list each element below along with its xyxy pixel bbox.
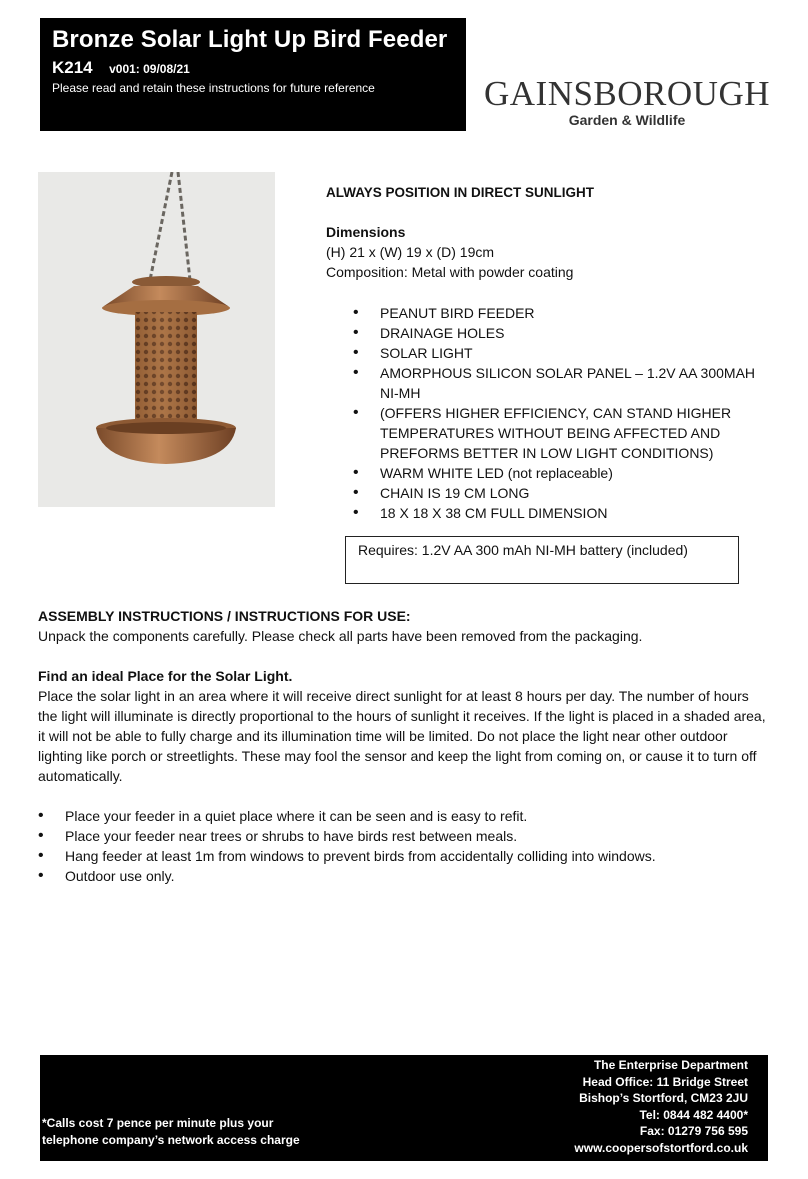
- header-box: [40, 18, 466, 131]
- dimensions-heading: Dimensions: [326, 224, 406, 240]
- dimensions-value: (H) 21 x (W) 19 x (D) 19cm: [326, 244, 495, 260]
- specs-section: [326, 183, 766, 523]
- feature-item: • CHAIN IS 19 CM LONG: [326, 483, 766, 503]
- brand-tagline: Garden & Wildlife: [568, 112, 686, 128]
- feature-item: • (OFFERS HIGHER EFFICIENCY, CAN STAND HIGHER TEMPERATURES WITHOUT BEING AFFECTED AND PREFORMS BETTER IN LOW LIGHT CONDITIONS): [326, 403, 766, 463]
- retain-note: Please read and retain these instructions for future reference: [52, 81, 375, 95]
- feature-item: • AMORPHOUS SILICON SOLAR PANEL – 1.2V AA 300MAH NI-MH: [326, 363, 766, 403]
- placement-heading: Find an ideal Place for the Solar Light.: [38, 668, 293, 684]
- assembly-heading: ASSEMBLY INSTRUCTIONS / INSTRUCTIONS FOR USE:: [38, 608, 411, 624]
- composition: Composition: Metal with powder coating: [326, 264, 574, 280]
- feature-item: • SOLAR LIGHT: [326, 343, 766, 363]
- telephone: Tel: 0844 482 4400*: [639, 1107, 748, 1122]
- department: The Enterprise Department: [593, 1058, 748, 1072]
- feature-list: [326, 303, 766, 523]
- fax: Fax: 01279 756 595: [639, 1124, 748, 1138]
- tip-item: • Place your feeder in a quiet place where it can be seen and is easy to refit.: [38, 806, 768, 826]
- call-cost-line: telephone company’s network access charge: [42, 1133, 300, 1147]
- placement-text: Place the solar light in an area where it will receive direct sunlight for at least 8 hours per day. The number of hours the light will illuminate is directly proportional to the hours of sunlight it receives. If the light is placed in a shaded area, it will not be able to fully charge and its illumination time will be limited. Do not place the light near other outdoor lighting like porch or streetlights. These may fool the sensor and keep the light from coming on, or cause it to turn off automatically.: [38, 688, 766, 784]
- call-cost-line: *Calls cost 7 pence per minute plus your: [42, 1116, 274, 1130]
- tip-item: • Outdoor use only.: [38, 866, 768, 886]
- product-code: K214: [52, 58, 93, 77]
- page-title: Bronze Solar Light Up Bird Feeder: [52, 26, 448, 53]
- sunlight-heading: ALWAYS POSITION IN DIRECT SUNLIGHT: [326, 185, 595, 200]
- call-cost-note: [42, 1115, 300, 1149]
- tip-item: • Place your feeder near trees or shrubs to have birds rest between meals.: [38, 826, 768, 846]
- company-address: [574, 1057, 748, 1156]
- town: Bishop’s Stortford, CM23 2JU: [579, 1091, 748, 1105]
- head-office: Head Office: 11 Bridge Street: [582, 1074, 748, 1089]
- version-label: v001: 09/08/21: [109, 62, 190, 76]
- brand-logo: [482, 76, 772, 128]
- footer: [40, 1055, 768, 1161]
- spacer: [38, 646, 768, 666]
- bird-feeder-illustration: [38, 172, 275, 507]
- website-link[interactable]: www.coopersofstortford.co.uk: [574, 1140, 748, 1155]
- product-photo: [38, 172, 275, 507]
- feature-item: • 18 X 18 X 38 CM FULL DIMENSION: [326, 503, 766, 523]
- feature-item: • WARM WHITE LED (not replaceable): [326, 463, 766, 483]
- code-line: [52, 58, 454, 78]
- feature-item: • PEANUT BIRD FEEDER: [326, 303, 766, 323]
- feature-item: • DRAINAGE HOLES: [326, 323, 766, 343]
- assembly-intro: Unpack the components carefully. Please check all parts have been removed from the packaging.: [38, 628, 643, 644]
- tip-item: • Hang feeder at least 1m from windows to prevent birds from accidentally colliding into windows.: [38, 846, 768, 866]
- assembly-section: [38, 606, 768, 886]
- tips-list: [38, 806, 768, 886]
- brand-name: GAINSBOROUGH: [483, 74, 771, 113]
- battery-requirement-box: Requires: 1.2V AA 300 mAh NI-MH battery (included): [345, 536, 739, 584]
